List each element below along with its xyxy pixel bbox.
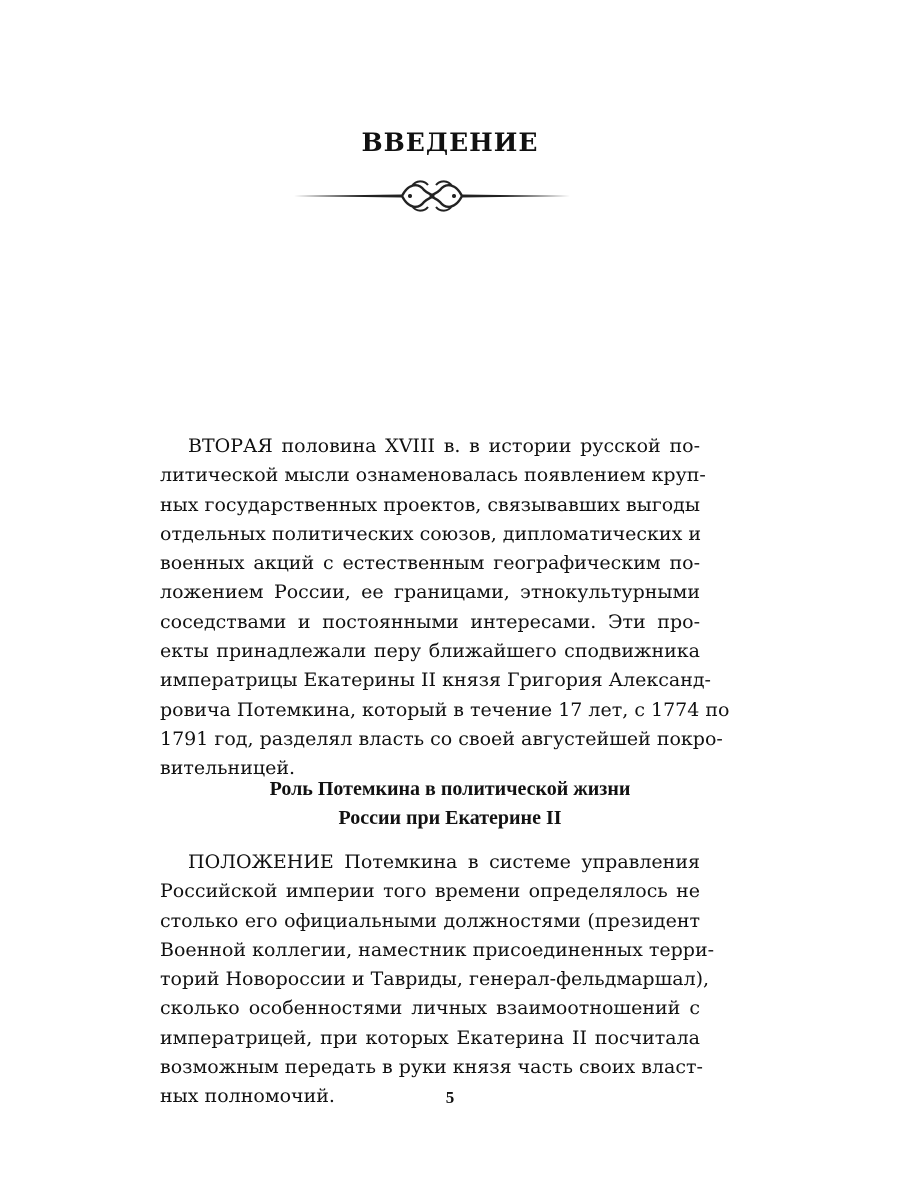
text-line: ложением России, ее границами, этнокультурными bbox=[160, 581, 700, 604]
text-line: Военной коллегии, наместник присоединенных терри- bbox=[160, 938, 715, 961]
text-line: ровича Потемкина, который в течение 17 лет, с 1774 по bbox=[160, 698, 730, 721]
text-line: императрицы Екатерины II князя Григория Александ- bbox=[160, 669, 711, 692]
section-title-line: Роль Потемкина в политической жизни bbox=[269, 778, 631, 800]
text-line: императрицей, при которых Екатерина II посчитала bbox=[160, 1026, 700, 1049]
text-line: отдельных политических союзов, дипломатических и bbox=[160, 522, 702, 545]
text-line: ных государственных проектов, связывавших выгоды bbox=[160, 493, 700, 516]
text-line: военных акций с естественным географическим по- bbox=[160, 552, 700, 575]
text-line: екты принадлежали перу ближайшего сподвижника bbox=[160, 640, 700, 663]
text-line: литической мысли ознаменовалась появлением круп- bbox=[160, 464, 706, 487]
page-number: 5 bbox=[445, 1088, 455, 1107]
intro-paragraph bbox=[160, 432, 730, 784]
text-line: ПОЛОЖЕНИЕ Потемкина в системе управления bbox=[188, 851, 700, 873]
section-title bbox=[0, 775, 900, 833]
text-line: торий Новороссии и Тавриды, генерал-фельдмаршал), bbox=[160, 968, 710, 991]
section-title-line: России при Екатерине II bbox=[338, 807, 562, 829]
flourish-divider-icon bbox=[290, 176, 574, 216]
text-line: вительницей. bbox=[160, 757, 296, 780]
text-line: сколько особенностями личных взаимоотношений с bbox=[160, 997, 700, 1020]
text-line: Российской империи того времени определялось не bbox=[160, 880, 700, 903]
text-line: столько его официальными должностями (президент bbox=[160, 909, 700, 932]
text-line: ВТОРАЯ половина XVIII в. в истории русской по- bbox=[188, 435, 700, 457]
section-paragraph bbox=[160, 848, 715, 1112]
text-line: соседствами и постоянными интересами. Эти про- bbox=[160, 610, 700, 633]
text-line: 1791 год, разделял власть со своей августейшей покро- bbox=[160, 727, 723, 750]
text-line: возможным передать в руки князя часть своих власт- bbox=[160, 1056, 703, 1079]
page-title: ВВЕДЕНИЕ bbox=[361, 128, 539, 157]
text-line: ных полномочий. bbox=[160, 1085, 335, 1108]
